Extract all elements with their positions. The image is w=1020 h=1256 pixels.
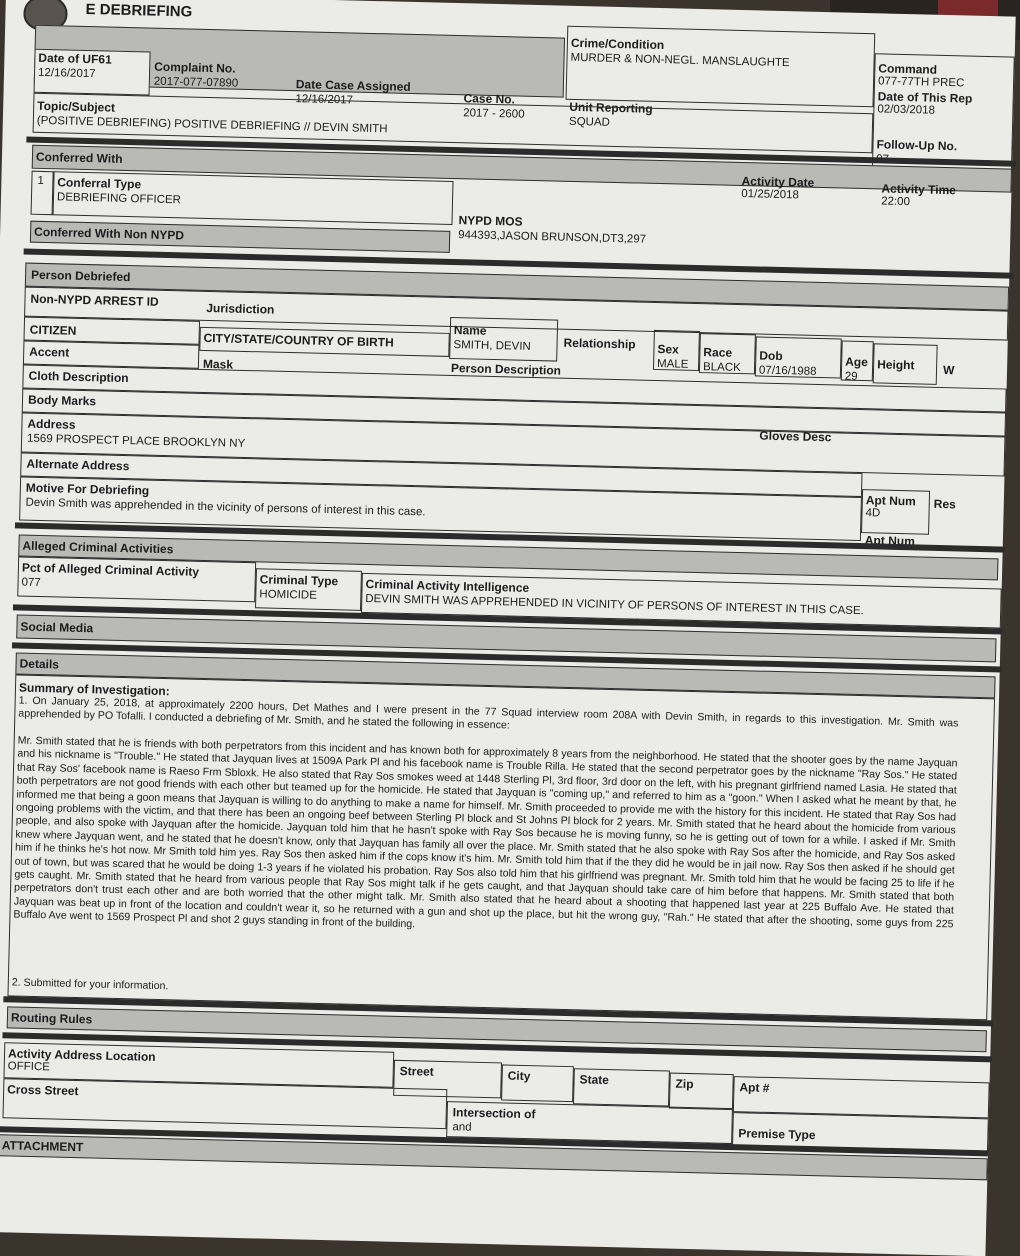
summary-paragraph-3: 2. Submitted for your information. <box>11 976 169 993</box>
activity-time-value: 22:00 <box>880 195 911 209</box>
date-uf61-value: 12/16/2017 <box>37 66 96 81</box>
intersection-value: and <box>452 1121 472 1134</box>
motive-value: Devin Smith was apprehended in the vicinity of persons of interest in this case. <box>25 496 426 519</box>
relationship-label: Relationship <box>563 335 636 352</box>
w-label: W <box>942 363 955 378</box>
accent-label: Accent <box>29 344 70 360</box>
dob-value: 07/16/1988 <box>758 364 817 378</box>
case-no-value: 2017 - 2600 <box>463 107 525 121</box>
crime-type-label: Criminal Type <box>259 572 339 589</box>
height-label: Height <box>876 357 915 373</box>
command-value: 077-77TH PREC <box>877 75 965 90</box>
routing-label: Routing Rules <box>10 1010 93 1027</box>
topic-value: (POSITIVE DEBRIEFING) POSITIVE DEBRIEFING // DEVIN SMITH <box>36 114 388 136</box>
details-label: Details <box>19 656 60 672</box>
date-assigned-value: 12/16/2017 <box>295 93 354 107</box>
cloth-label: Cloth Description <box>28 368 129 386</box>
form-title: E DEBRIEFING <box>85 0 193 21</box>
activities-label: Alleged Criminal Activities <box>22 538 174 557</box>
intel-label: Criminal Activity Intelligence <box>365 576 530 595</box>
location-label: Activity Address Location <box>7 1046 156 1064</box>
city-label: City <box>507 1068 531 1084</box>
complaint-value: 2017-077-07890 <box>153 75 239 90</box>
nypd-mos-label: NYPD MOS <box>458 213 523 229</box>
cross-street-label: Cross Street <box>7 1082 79 1099</box>
premise-label: Premise Type <box>738 1126 816 1143</box>
apt-no-label: Apt # <box>739 1080 770 1095</box>
apt-no-cell <box>733 1076 990 1118</box>
report-date-label: Date of This Rep <box>877 89 973 106</box>
race-value: BLACK <box>702 361 741 375</box>
attachment-label: ATTACHMENT <box>1 1138 84 1155</box>
intel-value: DEVIN SMITH WAS APPREHENDED IN VICINITY OF PERSONS OF INTEREST IN THIS CASE. <box>365 592 864 618</box>
activity-date-label: Activity Date <box>741 174 815 190</box>
description-label: Person Description <box>450 360 562 378</box>
jurisdiction-label: Jurisdiction <box>206 300 275 317</box>
case-no-label: Case No. <box>463 91 516 107</box>
summary-paragraph-1: 1. On January 25, 2018, at approximately 2200 hours, Det Mathes and I were present in the 77 Squad interview room 208A with Devin Smith, in regards to this investigation. Mr. Smith was apprehended by PO Tofalli. I conducted a debriefing of Mr. Smith, and he stated the following in essence: <box>18 694 959 732</box>
name-value: SMITH, DEVIN <box>453 339 531 353</box>
mask-label: Mask <box>202 356 234 372</box>
social-media-label: Social Media <box>20 619 94 636</box>
age-value: 29 <box>844 370 858 383</box>
activity-time-label: Activity Time <box>881 181 957 198</box>
conferral-type-value: DEBRIEFING OFFICER <box>56 191 182 207</box>
date-uf61-label: Date of UF61 <box>38 50 112 67</box>
report-date-value: 02/03/2018 <box>877 103 936 117</box>
apt-value: 4D <box>865 507 881 520</box>
body-marks-label: Body Marks <box>27 392 97 409</box>
dob-label: Dob <box>759 348 783 364</box>
address-value: 1569 PROSPECT PLACE BROOKLYN NY <box>26 432 246 450</box>
conferral-type-label: Conferral Type <box>57 175 142 192</box>
summary-label: Summary of Investigation: <box>18 680 170 699</box>
unit-value: SQUAD <box>568 115 611 129</box>
sex-value: MALE <box>656 358 689 371</box>
zip-label: Zip <box>675 1076 694 1092</box>
topic-label: Topic/Subject <box>37 98 116 115</box>
age-label: Age <box>845 354 869 370</box>
sex-label: Sex <box>657 342 679 357</box>
complaint-label: Complaint No. <box>154 59 236 76</box>
state-label: State <box>579 1072 610 1088</box>
command-label: Command <box>878 61 938 77</box>
pct-value: 077 <box>21 576 41 590</box>
apt2-label: Apt Num <box>864 533 916 549</box>
crime-label: Crime/Condition <box>570 35 665 53</box>
conferred-number: 1 <box>37 174 44 187</box>
name-label: Name <box>453 323 487 338</box>
race-label: Race <box>703 345 733 360</box>
unit-label: Unit Reporting <box>569 99 653 116</box>
location-value: OFFICE <box>7 1060 51 1074</box>
street-label: Street <box>399 1063 434 1079</box>
res-label: Res <box>933 496 956 512</box>
person-section-label: Person Debriefed <box>30 267 131 285</box>
pct-label: Pct of Alleged Criminal Activity <box>21 560 200 579</box>
crime-value: MURDER & NON-NEGL. MANSLAUGHTE <box>570 51 790 70</box>
citizen-label: CITIZEN <box>29 322 77 338</box>
conferred-label: Conferred With <box>35 149 123 166</box>
date-assigned-label: Date Case Assigned <box>295 77 411 94</box>
apt-label: Apt Num <box>865 493 916 509</box>
summary-paragraph-2: Mr. Smith stated that he is friends with both perpetrators from this incident and has known both for approximately 8 years from the neighborhood. He stated that the shooter goes by the name Jayquan and his nickname is "Trouble." He stated that Jayquan lives at 1509A Park Pl and his facebook name is Trouble Rilla. He stated that the second perpetrator goes by the nickname "Ray Sos." He stated that Ray Sos' facebook name is Raeso Frm Sbloxk. He also stated that Ray Sos smokes weed at 1448 Sterling Pl, 3rd floor, 3rd door on the left, with his pregnant girlfriend named Lasia. He stated that both perpetrators are not good friends with each other but teamed up for the homicide. He stated that Jayquan is "coming up," and referred to him as a "goon." When I asked what he meant by that, he informed me that being a goon means that Jayquan is willing to do anything to make a name for himself. Mr. Smith proceeded to provide me with the history for this incident. He stated that Ray Sos had ongoing problems with the victim, and that there has been an ongoing beef between Sterling Pl block and St Johns Pl block for 2 years. Mr. Smith stated that he heard about the homicide from various people, and also spoke with Jayquan after the homicide. Jayquan told him that he hasn't spoke with Ray Sos because he is moving funny, so he is getting out of town for a while. I asked if Mr. Smith knew where Jayquan went, and he stated that he doesn't know, only that Jayquan has family all over the place. Mr. Smith stated that he also spoke with Ray Sos after the homicide, and Ray Sos asked him if he thinks he's hot now. Mr Smith told him yes. Ray Sos then asked him if the cops know it's him. Mr. Smith told him that if the they did he would be in jail now. Ray Sos then asked if he should get out of town, but was scared that he would be doing 1-3 years if he violated his probation. Ray Sos also told him that his girlfriend was pregnant. Mr. Smith told him that he would be facing 25 to life if he gets caught. Mr. Smith stated that he heard from various people that Ray Sos might talk if he gets caught, and that Jayquan should take care of him before that happens. Mr. Smith stated that both perpetrators don't trust each other and are both worried that the other might talk. Mr. Smith also stated that he heard about a shooting that happened last year at 225 Buffalo Ave. He stated that Jayquan was beat up in front of the location and couldn't wear it, so he returned with a gun and shot up the place, but hit the wrong guy, "Rah." He stated that after the shooting, some guys from 225 Buffalo Ave went to 1569 Prospect Pl and shot 2 guys standing in front of the building. <box>13 734 958 931</box>
birth-label: CITY/STATE/COUNTRY OF BIRTH <box>203 330 394 350</box>
non-nypd-label: Conferred With Non NYPD <box>33 224 185 243</box>
alt-address-label: Alternate Address <box>26 456 130 474</box>
intersection-label: Intersection of <box>452 1105 536 1122</box>
followup-label: Follow-Up No. <box>876 137 958 154</box>
nypd-mos-value: 944393,JASON BRUNSON,DT3,297 <box>458 229 647 246</box>
activity-date-value: 01/25/2018 <box>741 188 799 202</box>
address-label: Address <box>27 416 76 432</box>
crime-type-value: HOMICIDE <box>259 588 317 602</box>
gloves-label: Gloves Desc <box>759 428 832 445</box>
arrest-id-label: Non-NYPD ARREST ID <box>30 291 159 309</box>
motive-label: Motive For Debriefing <box>25 480 150 498</box>
